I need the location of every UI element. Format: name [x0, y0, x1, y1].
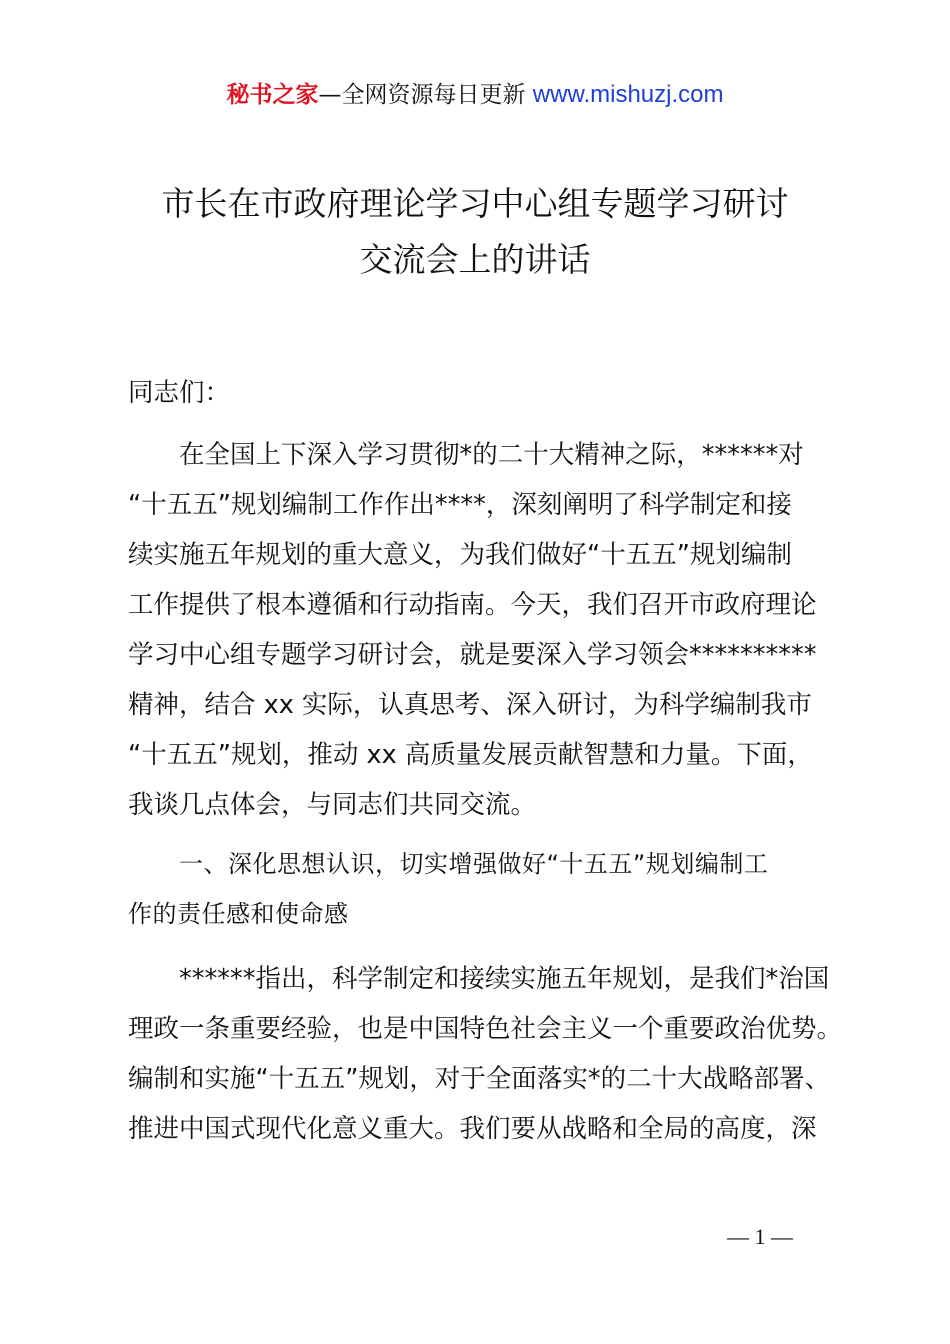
paragraph-line: 编制和实施“十五五”规划，对于全面落实*的二十大战略部署、: [128, 1064, 831, 1094]
paragraph-1: [128, 430, 834, 830]
paragraph-line: 在全国上下深入学习贯彻*的二十大精神之际，******对: [179, 440, 804, 470]
paragraph-line: 续实施五年规划的重大意义，为我们做好“十五五”规划编制: [128, 540, 792, 570]
page-number: — 1 —: [727, 1224, 793, 1249]
paragraph-line: 学习中心组专题学习研讨会，就是要深入学习领会**********: [128, 640, 817, 670]
brand-name: 秘书之家: [226, 82, 319, 108]
paragraph-line: 工作提供了根本遵循和行动指南。今天，我们召开市政府理论: [128, 590, 817, 620]
site-url[interactable]: www.mishuzj.com: [532, 81, 724, 108]
greeting: [128, 368, 834, 418]
site-header: [0, 78, 950, 112]
paragraph-line: 推进中国式现代化意义重大。我们要从战略和全局的高度，深: [128, 1114, 817, 1144]
paragraph-line: 精神，结合 xx 实际，认真思考、深入研讨，为科学编制我市: [128, 690, 812, 720]
paragraph-line: “十五五”规划编制工作作出****，深刻阐明了科学制定和接: [128, 490, 792, 520]
greeting-text: 同志们：: [128, 378, 231, 408]
title-line-1: 市长在市政府理论学习中心组专题学习研讨: [161, 184, 789, 223]
heading-line: 作的责任感和使命感: [128, 900, 349, 928]
paragraph-line: “十五五”规划，推动 xx 高质量发展贡献智慧和力量。下面，: [128, 740, 813, 770]
heading-line: 一、深化思想认识，切实增强做好“十五五”规划编制工: [179, 850, 769, 878]
section-heading-1: [128, 839, 834, 939]
paragraph-line: ******指出，科学制定和接续实施五年规划，是我们*治国: [179, 964, 830, 994]
document-title: [0, 176, 950, 288]
paragraph-line: 我谈几点体会，与同志们共同交流。: [128, 790, 537, 820]
title-line-2: 交流会上的讲话: [359, 240, 591, 279]
paragraph-2: [128, 954, 843, 1154]
header-slogan: —全网资源每日更新: [318, 82, 526, 108]
paragraph-line: 理政一条重要经验，也是中国特色社会主义一个重要政治优势。: [128, 1014, 843, 1044]
